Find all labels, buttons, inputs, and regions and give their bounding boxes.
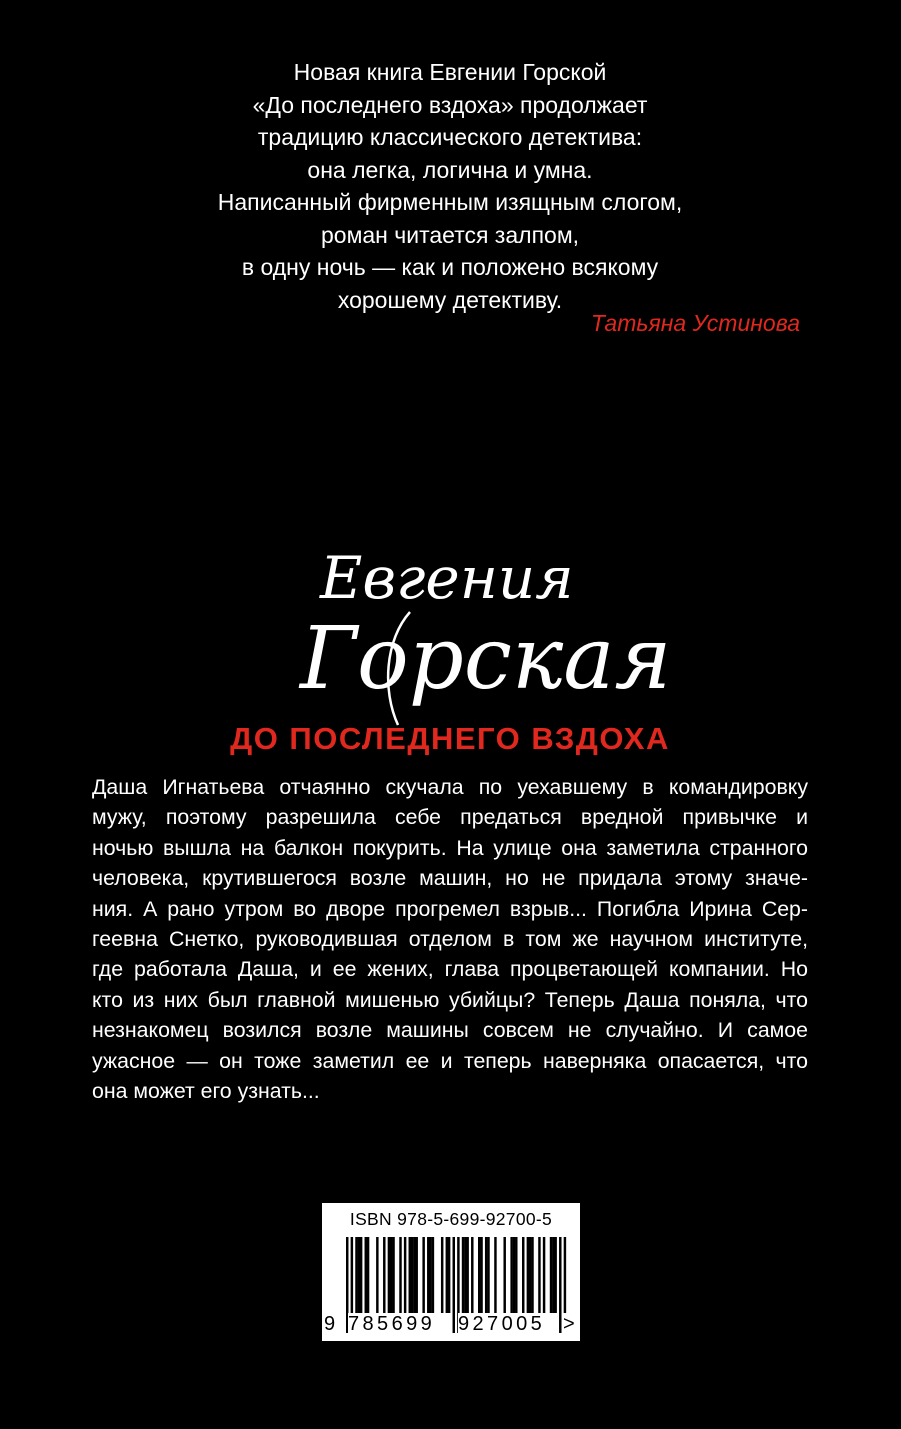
quote-line: она легка, логична и умна. <box>307 156 593 183</box>
annotation-line: человека, крутившегося возле машин, но не придала этому значе- <box>92 866 808 891</box>
barcode-bar <box>427 1237 429 1313</box>
barcode-bar <box>376 1237 378 1313</box>
barcode-bar <box>390 1237 392 1313</box>
barcode-bar <box>432 1237 434 1313</box>
barcode-bar <box>355 1237 357 1313</box>
author-last-name: Горская <box>300 609 672 709</box>
barcode-bar <box>543 1237 545 1313</box>
barcode-bar <box>515 1237 517 1313</box>
annotation-line: незнакомец возился возле машины совсем не случайно. И самое <box>92 1018 808 1043</box>
author-name-logo <box>290 520 672 735</box>
quote-line: хорошему детективу. <box>337 286 563 313</box>
barcode <box>322 1203 580 1341</box>
annotation-line: ужасное — он тоже заметил ее и теперь наверняка опасается, что <box>92 1048 808 1073</box>
annotation-line: геевна Снетко, руководившая отделом в том же научном институте, <box>92 926 808 951</box>
barcode-bar <box>411 1237 413 1313</box>
book-title: ДО ПОСЛЕДНЕГО ВЗДОХА <box>230 721 670 756</box>
barcode-bar <box>360 1237 362 1313</box>
annotation-line: ночью вышла на балкон покурить. На улице она заметила странного <box>92 835 808 860</box>
quote-line: роман читается залпом, <box>320 221 580 248</box>
barcode-digits-left: 785699 <box>348 1313 436 1335</box>
barcode-bar <box>383 1237 385 1313</box>
barcode-bar <box>399 1237 401 1313</box>
quote-line: Написанный фирменным изящным слогом, <box>217 189 683 215</box>
blurb-quote <box>150 56 750 316</box>
book-annotation <box>92 772 808 1106</box>
barcode-digit-first: 9 <box>324 1313 336 1335</box>
barcode-digit-end: > <box>563 1313 575 1335</box>
barcode-bar <box>413 1237 415 1313</box>
barcode-bar <box>462 1237 464 1313</box>
barcode-bar <box>513 1237 515 1313</box>
barcode-bar <box>487 1237 489 1313</box>
barcode-bar <box>510 1237 512 1313</box>
quote-line: традицию классического детектива: <box>257 124 643 150</box>
barcode-bar <box>503 1237 505 1313</box>
barcode-bar <box>552 1237 554 1313</box>
quote-line: Новая книга Евгении Горской <box>293 59 607 85</box>
barcode-bar <box>404 1237 406 1313</box>
barcode-digits <box>322 1313 580 1339</box>
author-first-name: Евгения <box>320 544 574 612</box>
barcode-bar <box>415 1237 417 1313</box>
barcode-bar <box>478 1237 480 1313</box>
barcode-bar <box>365 1237 367 1313</box>
barcode-bar <box>388 1237 390 1313</box>
barcode-bar <box>531 1237 533 1313</box>
quote-author: Татьяна Устинова <box>590 310 800 336</box>
annotation-line: Даша Игнатьева отчаянно скучала по уехавшему в командировку <box>92 775 808 799</box>
barcode-bar <box>485 1237 487 1313</box>
barcode-bar <box>471 1237 473 1313</box>
quote-line: «До последнего вздоха» продолжает <box>252 91 648 118</box>
barcode-bar <box>367 1237 369 1313</box>
barcode-bar <box>358 1237 360 1313</box>
barcode-bar <box>466 1237 468 1313</box>
barcode-bar <box>529 1237 531 1313</box>
barcode-bar <box>464 1237 466 1313</box>
barcode-digits-right: 927005 <box>458 1313 546 1335</box>
isbn-label: ISBN 978-5-699-92700-5 <box>349 1209 553 1229</box>
barcode-bar <box>446 1237 448 1313</box>
quote-line: в одну ночь — как и положено всякому <box>241 254 659 280</box>
annotation-line: где работала Даша, и ее жених, глава процветающей компании. Но <box>92 957 808 982</box>
barcode-bar <box>527 1237 529 1313</box>
annotation-line: она может его узнать... <box>92 1078 320 1103</box>
barcode-bar <box>441 1237 443 1313</box>
annotation-line: мужу, поэтому разрешила себе предаться вредной привычке и <box>92 805 808 830</box>
barcode-bar <box>429 1237 431 1313</box>
barcode-bar <box>522 1237 524 1313</box>
annotation-line: ния. А рано утром во дворе прогремел взрыв... Погибла Ирина Сер- <box>92 896 808 921</box>
barcode-bar <box>409 1237 411 1313</box>
barcode-bar <box>392 1237 394 1313</box>
barcode-bar <box>480 1237 482 1313</box>
barcode-bar <box>550 1237 552 1313</box>
barcode-bar <box>448 1237 450 1313</box>
barcode-bar <box>538 1237 540 1313</box>
annotation-line: кто из них был главной мишенью убийцы? Теперь Даша поняла, что <box>92 987 808 1012</box>
barcode-bar <box>554 1237 556 1313</box>
barcode-bar <box>494 1237 496 1313</box>
barcode-bar <box>422 1237 424 1313</box>
